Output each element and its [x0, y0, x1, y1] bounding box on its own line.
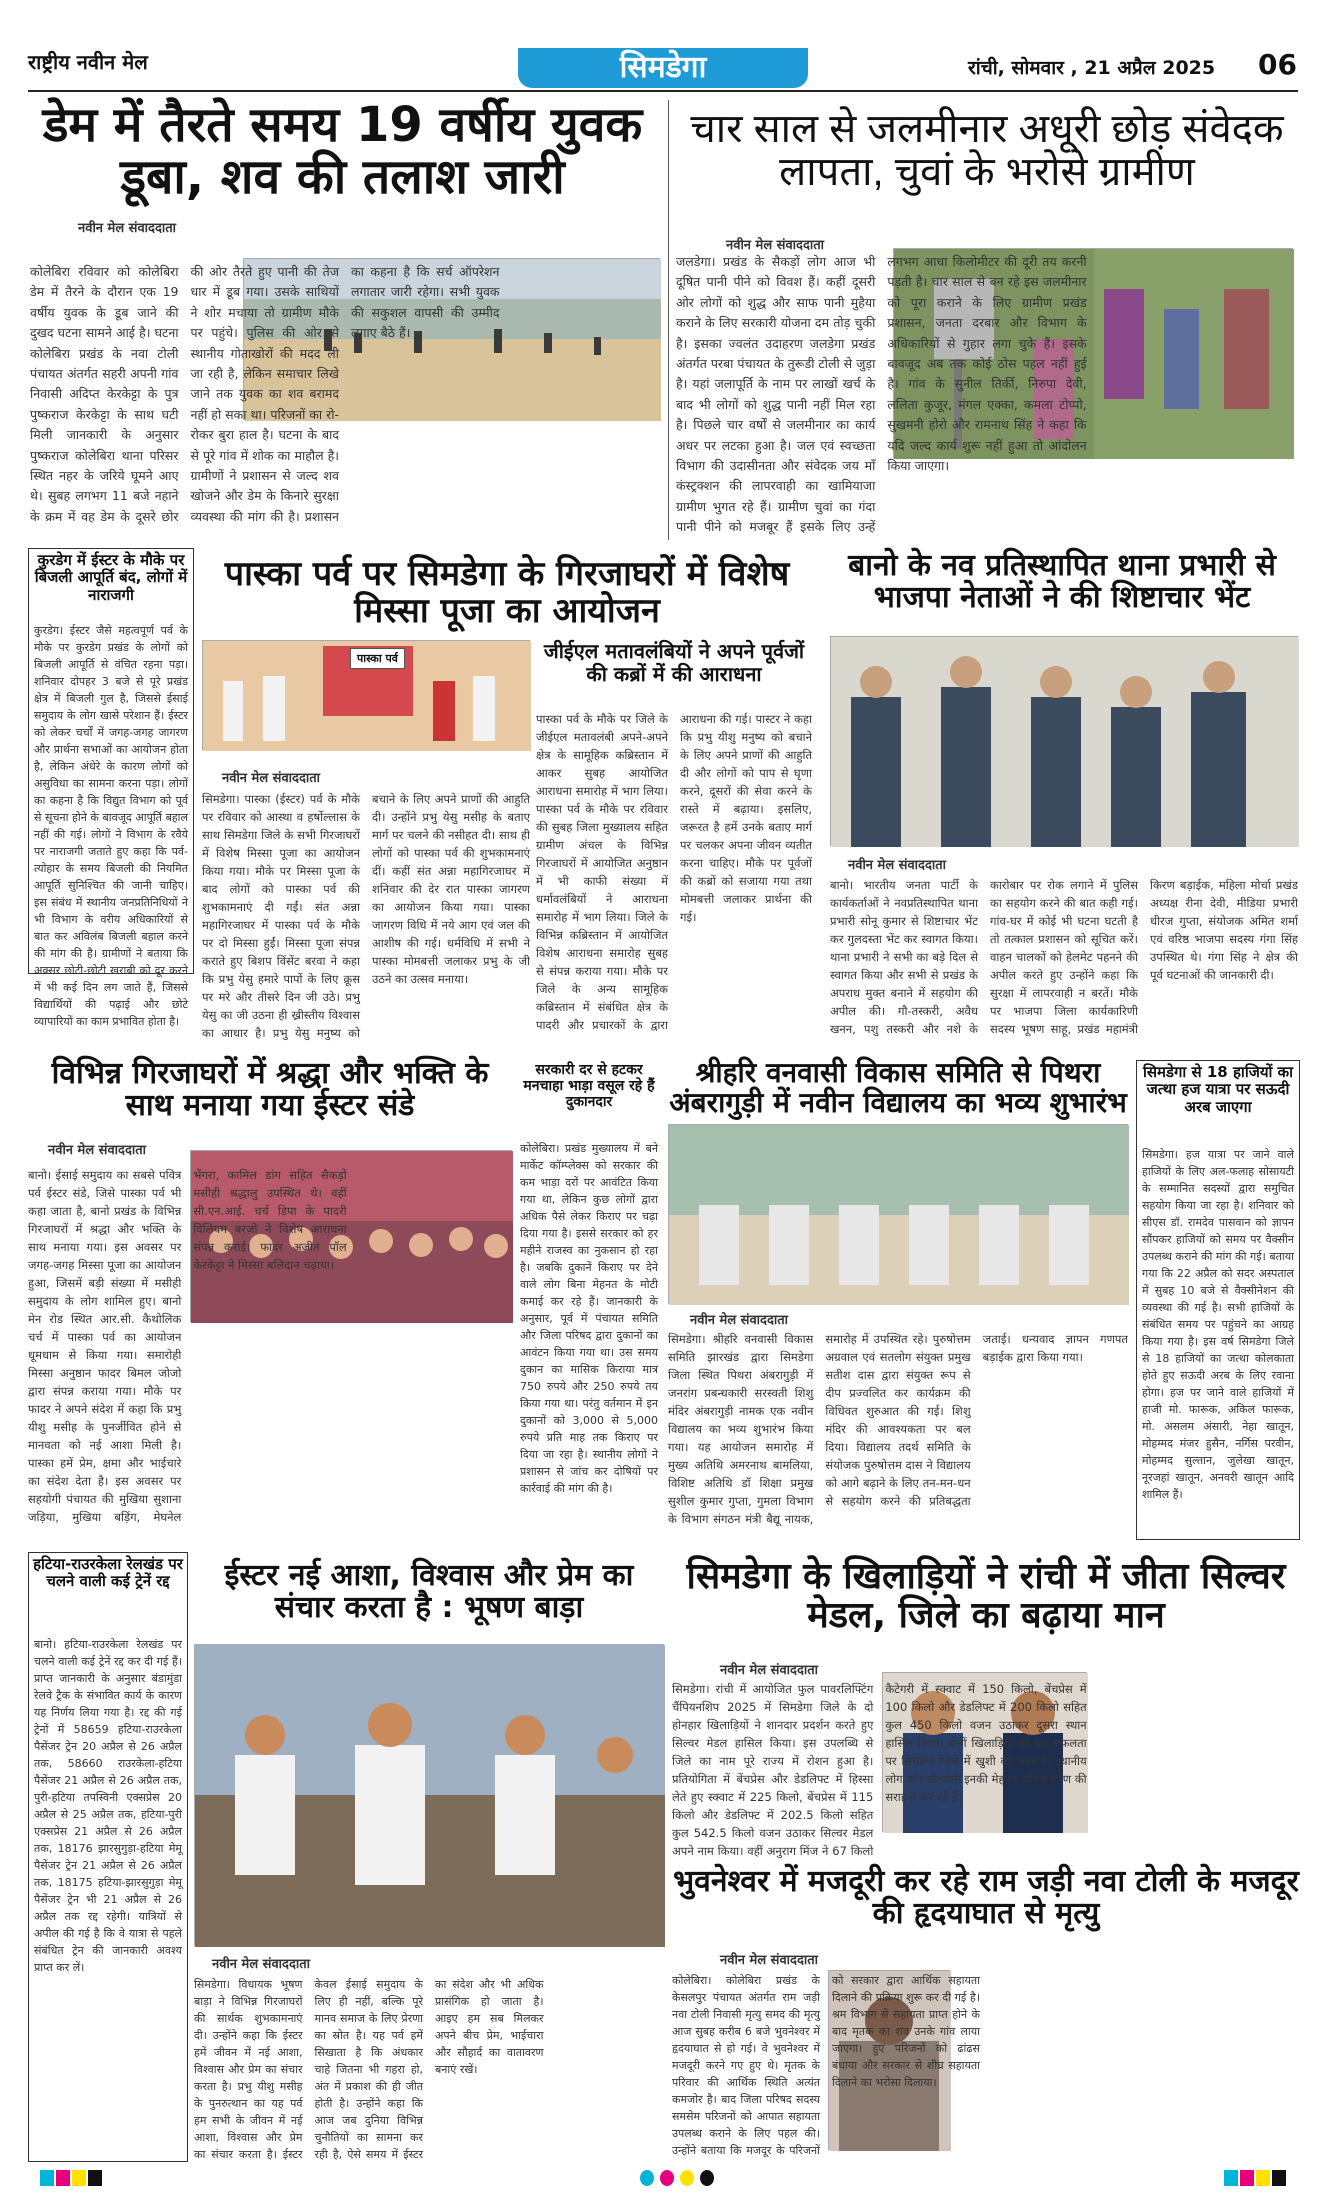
color-register-mark — [88, 2170, 102, 2186]
headline-water-tank[interactable]: चार साल से जलमीनार अधूरी छोड़ संवेदक लापता, चुवां के भरोसे ग्रामीण — [690, 107, 1284, 195]
color-register-mark — [700, 2170, 714, 2186]
byline: नवीन मेल संवाददाता — [222, 771, 320, 786]
article-body: कुरडेग। ईस्टर जैसे महत्वपूर्ण पर्व के मौके पर कुरडेग प्रखंड के लोगों को बिजली आपूर्ति से वंचित रहना पड़ा। शनिवार दोपहर 3 बजे से पूरे प्रखंड क्षेत्र में बिजली गुल है, जिससे ईसाई समुदाय के लोग खासे परेशान हैं। ईस्टर को लेकर चर्चों में जगह-जगह जागरण और प्रार्थना सभाओं का आयोजन होता है, लेकिन अंधेरे के कारण लोगों को असुविधा का सामना करना पड़ा। लोगों का कहना है कि विद्युत विभाग को पूर्व से सूचना होने के बावजूद आपूर्ति बहाल नहीं की गई। लोगों ने विभाग के रवैये पर नाराजगी जताते हुए कहा कि पर्व-त्योहार के समय बिजली की नियमित आपूर्ति सुनिश्चित की जानी चाहिए। इस संबंध में स्थानीय जनप्रतिनिधियों ने भी विभाग के वरीय अधिकारियों से बात कर अविलंब बिजली बहाल करने की मांग की है। ग्रामीणों ने बताया कि अक्सर छोटी-छोटी खराबी को दूर करने में भी कई दिन लग जाते हैं, जिससे विद्यार्थियों की पढ़ाई और छोटे व्यापारियों का काम प्रभावित होता है। — [34, 624, 188, 1028]
issue-date: रांची, सोमवार , 21 अप्रैल 2025 — [968, 57, 1216, 79]
color-register-mark — [72, 2170, 86, 2186]
article-body: बानो। ईसाई समुदाय का सबसे पवित्र पर्व ईस्टर संडे, जिसे पास्का पर्व भी कहा जाता है, बानो प्रखंड के विभिन्न गिरजाघरों में श्रद्धा और भक्ति के साथ मनाया गया। इस अवसर पर जगह-जगह मिस्सा पूजा का आयोजन हुआ, जिसमें बड़ी संख्या में मसीही समुदाय के लोग शामिल हुए। बानो मेन रोड स्थित आर.सी. कैथोलिक चर्च में पास्का पर्व का आयोजन धूमधाम से किया गया। समारोही मिस्सा अनुष्ठान फादर बिमल जोजो द्वारा संपन्न कराया गया। मौके पर फादर ने अपने संदेश में कहा कि प्रभु यीशु मसीह के पुनर्जीवित होने से मानवता को नई आशा मिली है। पास्का हमें प्रेम, क्षमा और भाईचारे का संदेश देता है। इस अवसर पर सहयोगी पंचायत की मुखिया सुशाना जड़िया, मुखिया बड़िंग, मेघनेल भेंगरा, कामिल डांग सहित सैकड़ों मसीही श्रद्धालु उपस्थित थे। वहीं सी.एन.आई. चर्च डिपा के पादरी विलियम बरजो ने विशेष आराधना संपन्न कराई। फादर अजीत पॉल केरकेट्टा ने मिस्सा बलिदान चढ़ाया। — [28, 1168, 347, 1524]
headline-haj-pilgrims[interactable]: सिमडेगा से 18 हाजियों का जत्था हज यात्रा पर सऊदी अरब जाएगा — [1142, 1063, 1294, 1116]
color-register-mark — [1224, 2170, 1238, 2186]
article-body: सिमडेगा। हज यात्रा पर जाने वाले हाजियों के लिए अल-फलाह सोसायटी के सम्मानित सदस्यों द्वारा समुचित सहयोग किया जा रहा है। शनिवार को सीएस डॉ. रामदेव पासवान को ज्ञापन सौंपकर हाजियों को समय पर वैक्सीन उपलब्ध कराने की मांग की गई। बताया गया कि 22 अप्रैल को सदर अस्पताल में सुबह 10 बजे से वैक्सीनेशन की व्यवस्था की गई है। सभी हाजियों के संबंधित समय पर पहुंचने का आग्रह किया गया है। इस वर्ष सिमडेगा जिले से 18 हाजियों का जत्था कोलकाता होते हुए सऊदी अरब के लिए रवाना होगा। हज पर जाने वाले हाजियों में हाजी मो. फारूक, अकिल फारूक, मो. असलम अंसारी, नेहा खातून, मोहम्मद मंजर हुसैन, नर्गिस परवीन, मोहम्मद सुल्तान, जुलेखा खातून, नूरजहां खातून, अनवरी खातून आदि शामिल हैं। — [1142, 1148, 1294, 1501]
article-body: बानो। हटिया-राउरकेला रेलखंड पर चलने वाली कई ट्रेनें रद्द कर दी गई हैं। प्राप्त जानकारी के अनुसार बंडामुंडा रेलवे ट्रैक के संभावित कार्य के कारण यह निर्णय लिया गया है। रद्द की गई ट्रेनों में 58659 हटिया-राउरकेला पैसेंजर ट्रेन 20 अप्रैल से 26 अप्रैल तक, 58660 राउरकेला-हटिया पैसेंजर 21 अप्रैल से 26 अप्रैल तक, पुरी-हटिया तपस्विनी एक्सप्रेस 20 अप्रैल से 25 अप्रैल तक, हटिया-पुरी एक्सप्रेस 21 अप्रैल से 26 अप्रैल तक, 18176 झारसुगुड़ा-हटिया मेमू पैसेंजर ट्रेन 21 अप्रैल से 26 अप्रैल तक, 18175 हटिया-झारसुगुड़ा मेमू पैसेंजर ट्रेन भी 21 अप्रैल से 26 अप्रैल तक रद्द रहेगी। यात्रियों से अपील की गई है कि वे यात्रा से पहले संबंधित ट्रेन की जानकारी अवश्य प्राप्त कर लें। — [34, 1638, 182, 1974]
article-body: कोलेबिरा रविवार को कोलेबिरा डेम में तैरने के दौरान एक 19 वर्षीय युवक के डूब जाने की दुखद घटना सामने आई है। घटना कोलेबिरा प्रखंड के नवा टोली पंचायत अंतर्गत सहरी अपनी गांव निवासी अदिप्त केरकेट्टा के पुत्र पुष्कराज केरकेट्टा के साथ घटी मिली जानकारी के अनुसार पुष्कराज कोलेबिरा थाना परिसर स्थित नहर के जरिये घूमने आए थे। सुबह लगभग 11 बजे नहाने के क्रम में वह डेम के दूसरे छोर की ओर तैरते हुए पानी की तेज धार में डूब गया। उसके साथियों ने शोर मचाया तो ग्रामीण मौके पर पहुंचे। पुलिस की ओर से स्थानीय गोताखोरों की मदद ली जा रही है, लेकिन समाचार लिखे जाने तक युवक का शव बरामद नहीं हो सका था। परिजनों का रो-रोकर बुरा हाल है। घटना के बाद से पूरे गांव में शोक का माहौल है। ग्रामीणों ने प्रशासन से जल्द शव खोजने और डेम के किनारे सुरक्षा व्यवस्था की मांग की है। प्रशासन का कहना है कि सर्च ऑपरेशन लगातार जारी रहेगा। सभी युवक की सकुशल वापसी की उम्मीद लगाए बैठे हैं। — [30, 264, 500, 524]
headline-gel-graves[interactable]: जीईएल मतावलंबियों ने अपने पूर्वजों की कब्रों में की आराधना — [543, 639, 805, 686]
headline-trains-cancelled[interactable]: हटिया-राउरकेला रेलखंड पर चलने वाली कई ट्रेनें रद्द — [33, 1555, 183, 1591]
headline-easter-hope[interactable]: ईस्टर नई आशा, विश्वास और प्रेम का संचार करता है : भूषण बाड़ा — [224, 1558, 634, 1626]
headline-bano-police-visit[interactable]: बानो के नव प्रतिस्थापित थाना प्रभारी से भाजपा नेताओं ने की शिष्टाचार भेंट — [848, 548, 1276, 616]
article-body: कोलेबिरा। कोलेबिरा प्रखंड के केसलपुर पंचायत अंतर्गत राम जड़ी नवा टोली निवासी मृत्यु समद की मृत्यु आज सुबह करीब 6 बजे भुवनेश्वर में हृदयाघात से हो गई। वे भुवनेश्वर में मजदूरी करने गए हुए थे। मृतक के परिवार की आर्थिक स्थिति अत्यंत कमजोर है। बाद जिला परिषद सदस्य समसेम परिजनों को आपात सहायता उपलब्ध कराने के लिए पहल की। उन्होंने बताया कि मजदूर के परिजनों को सरकार द्वारा आर्थिक सहायता दिलाने की प्रक्रिया शुरू कर दी गई है। श्रम विभाग से सहायता प्राप्त होने के बाद मृतक का शव उनके गांव लाया जाएगा। हुए परिजनों को ढांढस बंधाया और सरकार से शीघ्र सहायता दिलाने का भरोसा दिलाया। — [672, 1974, 980, 2157]
byline: नवीन मेल संवाददाता — [48, 1143, 146, 1158]
photo-mla-event — [194, 1644, 664, 1946]
byline: नवीन मेल संवाददाता — [212, 1957, 310, 1972]
article-body: पास्का पर्व के मौके पर जिले के जीईएल मतावलंबी अपने-अपने क्षेत्र के सामूहिक कब्रिस्तान में आकर सुबह आयोजित आराधना समारोह में भाग लिया। पास्का पर्व के मौके पर रविवार की सुबह जिला मुख्यालय सहित ग्रामीण अंचल के विभिन्न गिरजाघरों में आयोजित अनुष्ठान में भी काफी संख्या में धर्मावलंबियों ने आराधना समारोह में भाग लिया। जिले के विभिन्न कब्रिस्तान में आयोजित विशेष आराधना समारोह सुबह से संपन्न कराया गया। मौके पर जिले के अन्य सामूहिक कब्रिस्तान में संबंधित क्षेत्र के पादरी और प्रचारकों के द्वारा आराधना की गई। पास्टर ने कहा कि प्रभु यीशु मनुष्य को बचाने के लिए अपने प्राणों की आहुति दी और लोगों को पाप से घृणा करने, दूसरों की सेवा करने के रास्ते में बढ़ाया। इसलिए, जरूरत है हमें उनके बताए मार्ग पर चलकर अपना जीवन व्यतीत करना चाहिए। मौके पर पूर्वजों की कब्रों को सजाया गया तथा मोमबत्ती जलाकर प्रार्थना की गई। — [536, 712, 812, 1032]
photo-school-event — [668, 1124, 1128, 1304]
color-register-mark — [1272, 2170, 1286, 2186]
color-register-mark — [40, 2170, 54, 2186]
headline-paska-mass[interactable]: पास्का पर्व पर सिमडेगा के गिरजाघरों में विशेष मिस्सा पूजा का आयोजन — [224, 554, 790, 631]
photo-police-visit — [830, 636, 1298, 846]
article-body: सिमडेगा। श्रीहरि वनवासी विकास समिति झारखंड द्वारा सिमडेगा जिला स्थित पिथरा अंबरागुड़ी में जनरांग प्रबन्धकारी सरस्वती शिशु मंदिर अंबरागुड़ी नामक एक नवीन विद्यालय का भव्य शुभारंभ किया गया। यह आयोजन समारोह में मुख्य अतिथि अमरनाथ बामलिया, विशिष्ट अतिथि डॉ शिक्षा प्रमुख सुशील कुमार गुप्ता, गुमला विभाग के विभाग संगठन मंत्री बैद्यू नायक, समारोह में उपस्थित रहे। पुरुषोत्तम अग्रवाल एवं सतलोग संयुक्त प्रमुख सतीश दास द्वारा संयुक्त रूप से दीप प्रज्वलित कर कार्यक्रम की विधिवत शुरुआत की गई। शिशु मंदिर की आवश्यकता पर बल दिया। विद्यालय तदर्थ समिति के संयोजक पुरुषोत्तम दास ने विद्यालय को आगे बढ़ाने के लिए तन-मन-धन से सहयोग करने की प्रतिबद्धता जताई। धन्यवाद ज्ञापन गणपत बड़ाईक द्वारा किया गया। — [668, 1332, 1128, 1526]
headline-silver-medal[interactable]: सिमडेगा के खिलाड़ियों ने रांची में जीता सिल्वर मेडल, जिले का बढ़ाया मान — [686, 1556, 1286, 1636]
section-tab[interactable]: सिमडेगा — [518, 48, 808, 88]
page-number: 06 — [1258, 48, 1297, 81]
color-register-mark — [680, 2170, 694, 2186]
byline: नवीन मेल संवाददाता — [720, 1663, 818, 1678]
article-body: जलडेगा। प्रखंड के सैकड़ों लोग आज भी दूषित पानी पीने को विवश हैं। कहीं दूसरी ओर लोगों को शुद्ध और साफ पानी मुहैया कराने के लिए सरकारी योजना दम तोड़ चुकी है। इसका ज्वलंत उदाहरण जलडेगा प्रखंड अंतर्गत परबा पंचायत के तुरूडी टोली से जुड़ा है। यहां जलापूर्ति के नाम पर लाखों खर्च के बाद भी लोगों को शुद्ध पानी नहीं मिल रहा है। पिछले चार वर्षों से जलमीनार का कार्य अधर पर लटका हुआ है। जल एवं स्वच्छता विभाग की उदासीनता और संवेदक जय माँ कंस्ट्रक्शन की लापरवाही का खामियाजा ग्रामीण भुगत रहे हैं। ग्रामीण चुवां का गंदा पानी पीने को मजबूर हैं इसके लिए उन्हें लगभग आधा किलोमीटर की दूरी तय करनी पड़ती है। चार साल से बन रहे इस जलमीनार को पूरा कराने के लिए ग्रामीण प्रखंड प्रशासन, जनता दरबार और विभाग के अधिकारियों से गुहार लगा चुके हैं। इसके बावजूद अब तक कोई ठोस पहल नहीं हुई है। गांव के सुनील तिर्की, निरुपा देवी, ललिता कुजूर, मंगल एक्का, कमला टोप्पो, सुखमनी होरो और रामनाथ सिंह ने कहा कि यदि जल्द कार्य शुरू नहीं हुआ तो आंदोलन किया जाएगा। — [676, 254, 1087, 535]
headline-easter-sunday[interactable]: विभिन्न गिरजाघरों में श्रद्धा और भक्ति के साथ मनाया गया ईस्टर संडे — [51, 1056, 489, 1124]
article-body: बानो। भारतीय जनता पार्टी के कार्यकर्ताओं ने नवप्रतिस्थापित थाना प्रभारी सोनू कुमार से शिष्टाचार भेंट कर गुलदस्ता भेंट कर स्वागत किया। थाना प्रभारी ने सभी का बड़े दिल से स्वागत किया और सभी से प्रखंड के अपराध मुक्त बनाने में सहयोग की अपील की। गौ-तस्करी, अवैध खनन, पशु तस्करी और नशे के कारोबार पर रोक लगाने में पुलिस का सहयोग करने की बात कही गई। गांव-घर में कोई भी घटना घटती है तो तत्काल प्रशासन को सूचित करें। वाहन चालकों को हेलमेट पहनने की अपील करते हुए उन्होंने कहा कि सुरक्षा में लापरवाही न बरतें। मौके पर भाजपा जिला कार्यकारिणी सदस्य भूषण साहू, प्रखंड महामंत्री किरण बड़ाईक, महिला मोर्चा प्रखंड अध्यक्ष रीना देवी, मीडिया प्रभारी धीरज गुप्ता, संयोजक अमित शर्मा एवं वरिष्ठ भाजपा सदस्य गंगा सिंह उपस्थित थे। गंगा सिंह ने क्षेत्र की पूर्व घटनाओं की जानकारी दी। — [830, 878, 1298, 1036]
byline: नवीन मेल संवाददाता — [78, 221, 176, 236]
headline-shop-rent[interactable]: सरकारी दर से हटकर मनचाहा भाड़ा वसूल रहे हैं दुकानदार — [523, 1062, 655, 1111]
article-body: सिमडेगा। पास्का (ईस्टर) पर्व के मौके पर रविवार को आस्था व हर्षोल्लास के साथ सिमडेगा जिले के सभी गिरजाघरों में विशेष मिस्सा पूजा का आयोजन किया गया। मौके पर मिस्सा पूजा के बाद लोगों को पास्का पर्व की शुभकामनाएं दी गईं। संत अन्ना महागिरजाघर में पास्का पर्व के मौके पर दो मिस्सा हुईं। मिस्सा पूजा संपन्न कराते हुए बिशप विंसेंट बरवा ने कहा कि प्रभु येसु हमारे पापों के लिए क्रूस पर मरे और तीसरे दिन जी उठे। प्रभु येसु का जी उठना ही ख्रीस्तीय विश्वास का आधार है। प्रभु येसु मनुष्य को बचाने के लिए अपने प्राणों की आहुति दी। उन्होंने प्रभु येसु मसीह के बताए मार्ग पर चलने की नसीहत दी। साथ ही लोगों को पास्का पर्व की शुभकामनाएं दीं। कहीं संत अन्ना महागिरजाघर में शनिवार की देर रात पास्का जागरण का आयोजन किया गया। पास्का जागरण विधि में नये आग एवं जल की आशीष की गई। धर्मविधि में सभी ने पास्का मोमबत्ती जलाकर प्रभु के जी उठने का उत्सव मनाया। — [202, 792, 530, 1040]
color-register-mark — [660, 2170, 674, 2186]
headline-labourer-death[interactable]: भुवनेश्वर में मजदूरी कर रहे राम जड़ी नवा टोली के मजदूर की हृदयाघात से मृत्यु — [673, 1864, 1299, 1932]
column-rule — [668, 100, 669, 540]
newspaper-logo: राष्ट्रीय नवीन मेल — [28, 50, 148, 74]
color-register-mark — [56, 2170, 70, 2186]
headline-dam-drowning[interactable]: डेम में तैरते समय 19 वर्षीय युवक डूबा, शव की तलाश जारी — [42, 97, 643, 205]
byline: नवीन मेल संवाददाता — [848, 858, 946, 873]
color-register-mark — [1240, 2170, 1254, 2186]
byline: नवीन मेल संवाददाता — [690, 1313, 788, 1328]
byline: नवीन मेल संवाददाता — [720, 1953, 818, 1968]
photo-caption: पास्का पर्व — [350, 648, 405, 669]
article-body: सिमडेगा। विधायक भूषण बाड़ा ने विभिन्न गिरजाघरों की सार्थक शुभकामनाएं दी। उन्होंने कहा कि ईस्टर हमें जीवन में नई आशा, विश्वास और प्रेम का संचार करता है। प्रभु यीशु मसीह के पुनरुत्थान का यह पर्व हम सभी के जीवन में नई आशा, विश्वास और प्रेम का संचार करता है। ईस्टर केवल ईसाई समुदाय के लिए ही नहीं, बल्कि पूरे मानव समाज के लिए प्रेरणा का स्रोत है। यह पर्व हमें सिखाता है कि अंधकार चाहे जितना भी गहरा हो, अंत में प्रकाश की ही जीत होती है। उन्होंने कहा कि आज जब दुनिया विभिन्न चुनौतियों का सामना कर रही है, ऐसे समय में ईस्टर का संदेश और भी अधिक प्रासंगिक हो जाता है। आइए हम सब मिलकर अपने बीच प्रेम, भाईचारा और सौहार्द का वातावरण बनाएं रखें। — [194, 1978, 544, 2161]
color-register-mark — [640, 2170, 654, 2186]
byline: नवीन मेल संवाददाता — [726, 238, 824, 253]
headline-power-cut[interactable]: कुरडेग में ईस्टर के मौके पर बिजली आपूर्ति बंद, लोगों में नाराजगी — [34, 551, 188, 604]
headline-school-inauguration[interactable]: श्रीहरि वनवासी विकास समिति से पिथरा अंबरागुड़ी में नवीन विद्यालय का भव्य शुभारंभ — [669, 1056, 1127, 1120]
article-body: कोलेबिरा। प्रखंड मुख्यालय में बने मार्केट कॉम्प्लेक्स को सरकार की कम भाड़ा दरों पर आवंटित किया गया था, लेकिन कुछ लोगों द्वारा अधिक पैसे लेकर किराए पर चढ़ा दिया गया है। इससे सरकार को हर महीने राजस्व का नुकसान हो रहा है। जबकि दुकानें किराए पर देने वाले लोग बिना मेहनत के मोटी कमाई कर रहे हैं। जानकारी के अनुसार, पूर्व में पंचायत समिति और जिला परिषद द्वारा दुकानों का आवंटन किया गया था। उस समय दुकान का मासिक किराया मात्र 750 रुपये और 250 रुपये तय किया गया था। परंतु वर्तमान में इन दुकानों को 3,000 से 5,000 रुपये प्रति माह तक किराए पर दिया जा रहा है। स्थानीय लोगों ने प्रशासन से जांच कर दोषियों पर कार्रवाई की मांग की है। — [520, 1142, 658, 1495]
color-register-mark — [1256, 2170, 1270, 2186]
article-body: सिमडेगा। रांची में आयोजित फुल पावरलिफ्टिंग चैंपियनशिप 2025 में सिमडेगा जिले के दो होनहार खिलाड़ियों ने शानदार प्रदर्शन करते हुए सिल्वर मेडल हासिल किया। इस उपलब्धि से जिले का नाम पूरे राज्य में रोशन हुआ है। प्रतियोगिता में बेंचप्रेस और डेडलिफ्ट में हिस्सा लेते हुए स्क्वाट में 225 किलो, बेंचप्रेस में 115 किलो और डेडलिफ्ट में 202.5 किलो सहित कुल 542.5 किलो वजन उठाकर सिल्वर मेडल अपने नाम किया। वहीं अनुराग मिंज ने 67 किलो कैटेगरी में स्क्वाट में 150 किलो, बेंचप्रेस में 100 किलो और डेडलिफ्ट में 200 किलो सहित कुल 450 किलो वजन उठाकर दूसरा स्थान हासिल किया। दोनों खिलाड़ियों की इस सफलता पर सिमडेगा जिले में खुशी की लहर है। स्थानीय लोग और खेलप्रेमी इनकी मेहनत और समर्पण की सराहना कर रहे हैं। — [672, 1682, 1087, 1858]
